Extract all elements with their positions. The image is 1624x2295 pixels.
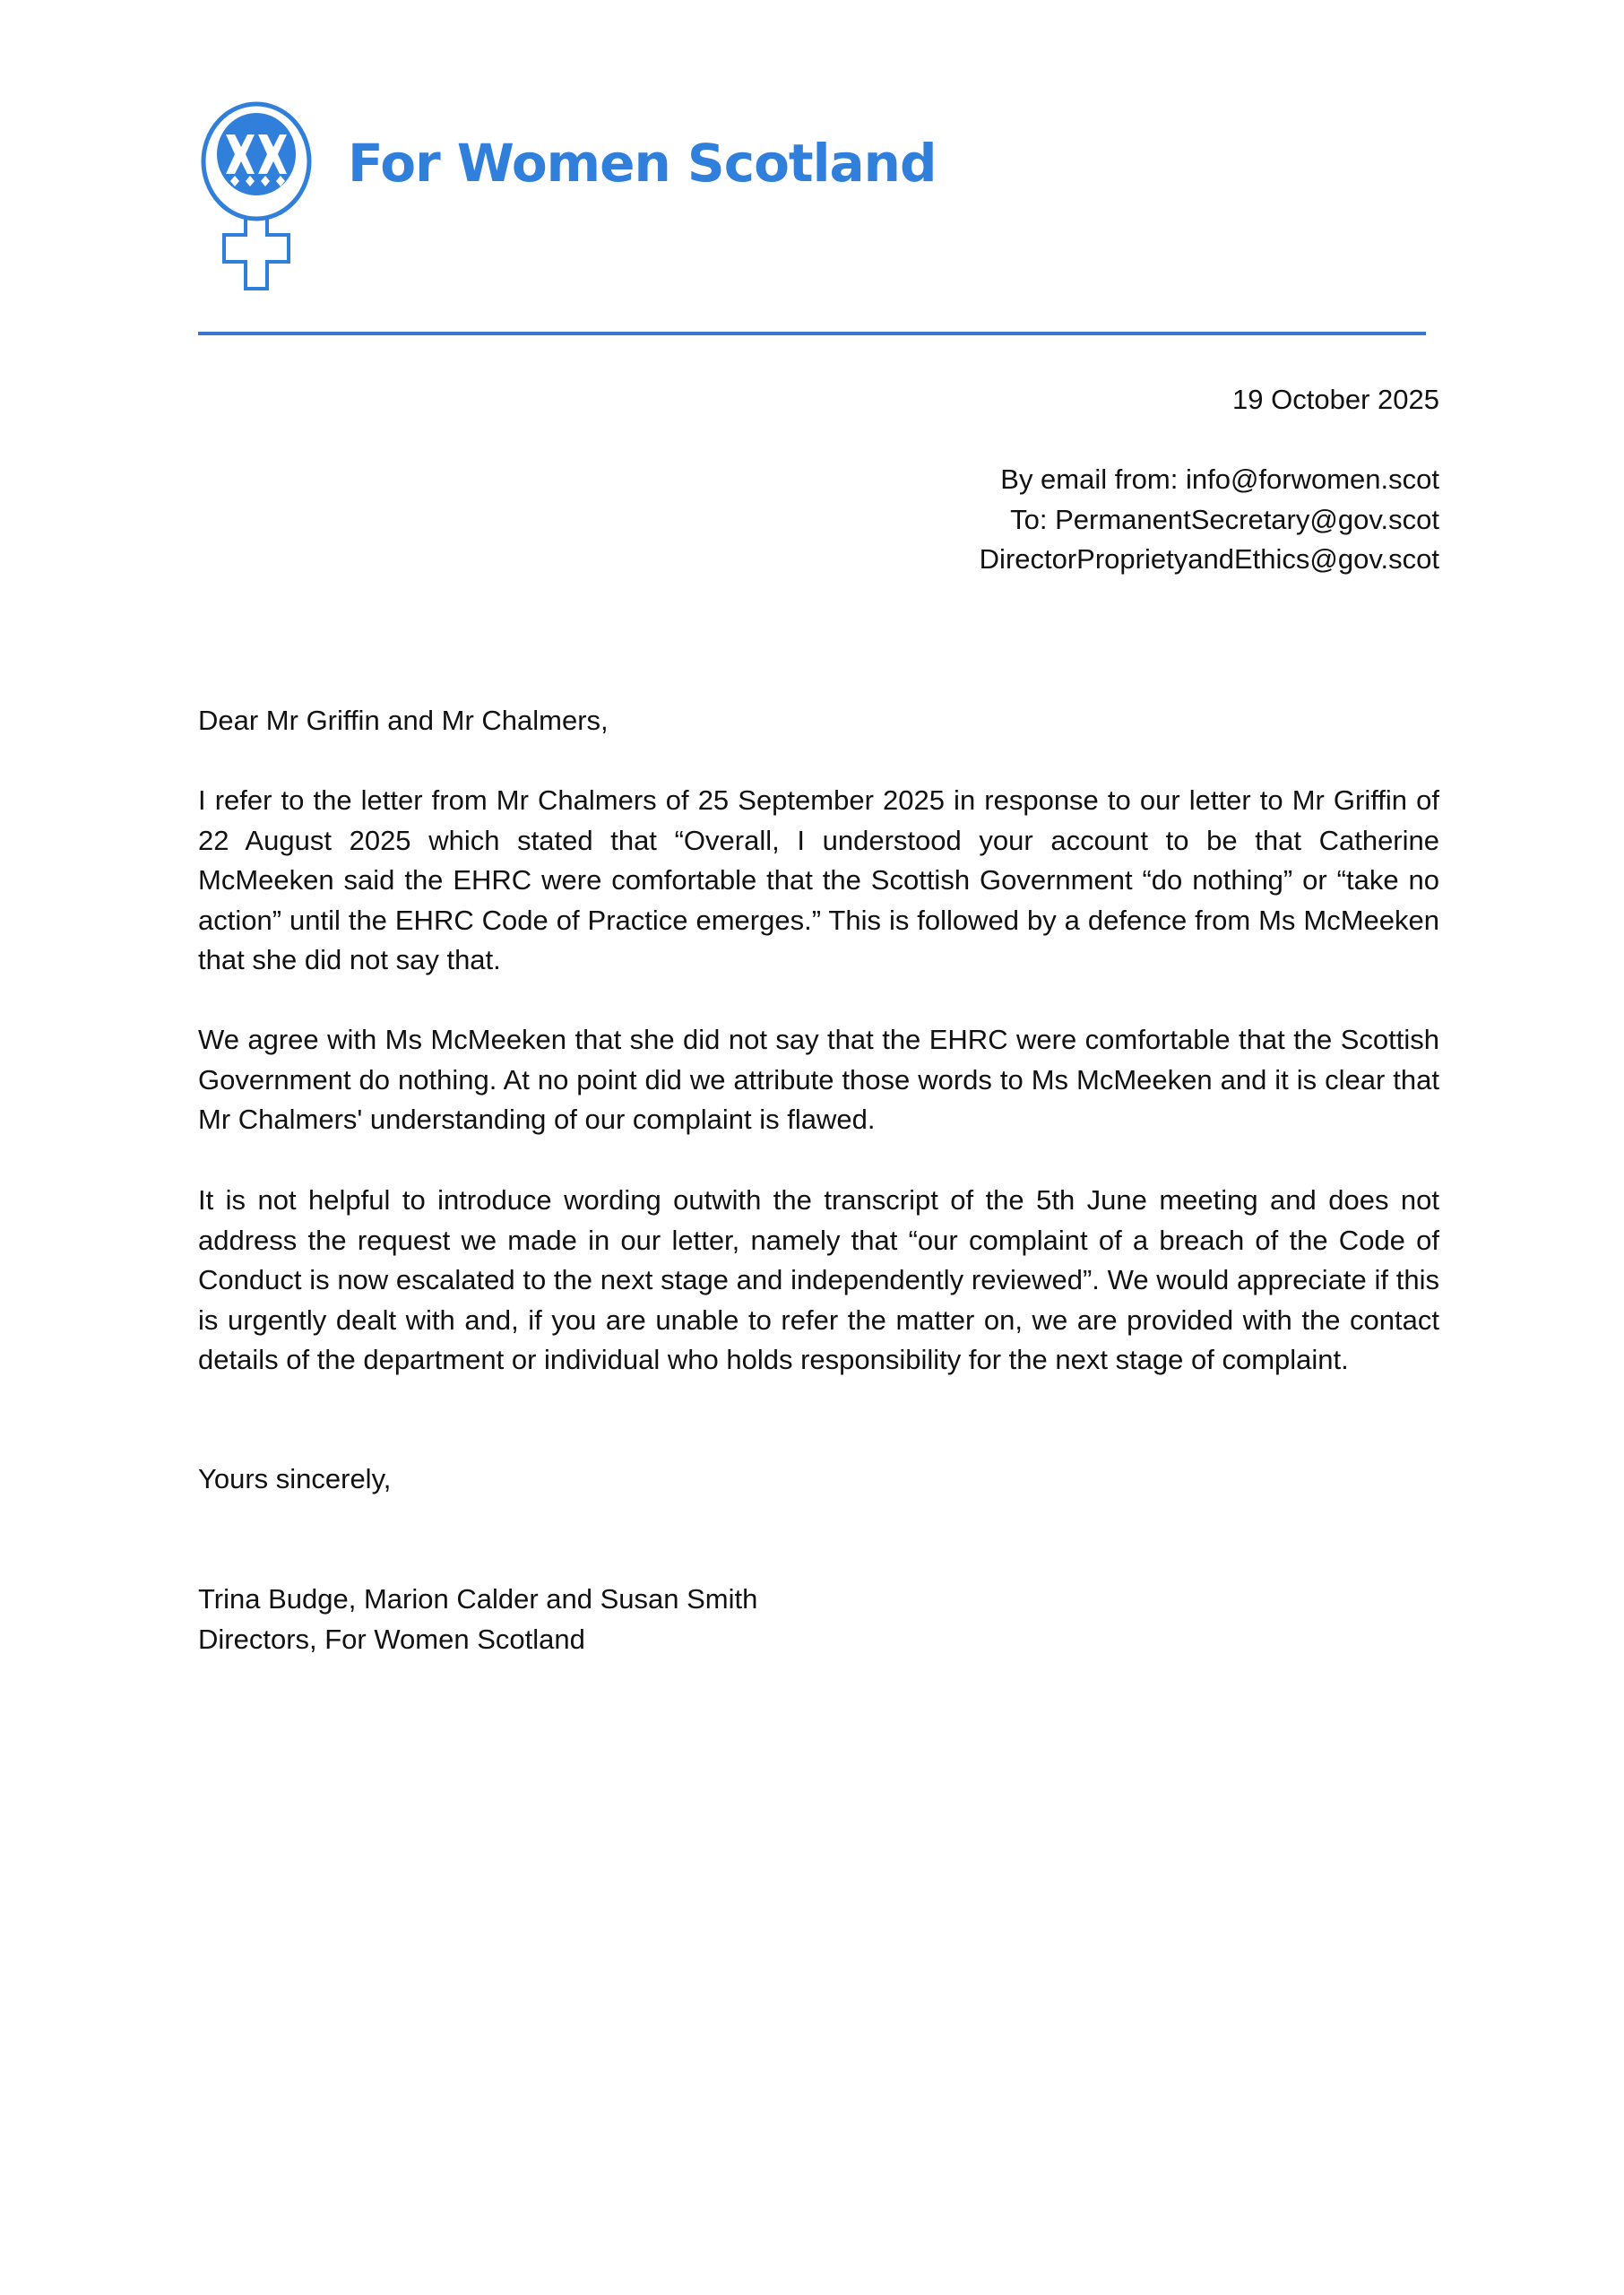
paragraph-2: We agree with Ms McMeeken that she did not say that the EHRC were comfortable that the Scottish Government do nothing. At no point did we attribute those words to Ms McMeeken and it is clear that Mr Chalmers' understanding of our complaint is flawed. <box>198 1024 1439 1136</box>
from-email: By email from: info@forwomen.scot <box>1000 463 1439 495</box>
closing: Yours sincerely, <box>198 1463 392 1494</box>
to-email: To: PermanentSecretary@gov.scot <box>1010 503 1439 535</box>
letter-date: 19 October 2025 <box>1232 384 1439 415</box>
recipient-block <box>980 460 1439 580</box>
header-divider <box>198 332 1426 335</box>
organization-name: For Women Scotland <box>348 133 937 194</box>
paragraph-1: I refer to the letter from Mr Chalmers of 25 September 2025 in response to our letter to Mr Griffin of 22 August 2025 which stated that “Overall, I understood your account to be that Catherine McMeeken said the EHRC were comfortable that the Scottish Government “do nothing” or “take no action” until the EHRC Code of Practice emerges.” This is followed by a defence from Ms McMeeken that she did not say that. <box>198 784 1439 976</box>
cc-email: DirectorProprietyandEthics@gov.scot <box>979 543 1439 575</box>
signatories: Trina Budge, Marion Calder and Susan Smith <box>198 1583 758 1615</box>
signatory-title: Directors, For Women Scotland <box>198 1623 585 1655</box>
paragraph-3: It is not helpful to introduce wording outwith the transcript of the 5th June meeting and does not address the request we made in our letter, namely that “our complaint of a breach of the Code of Conduct is now escalated to the next stage and independently reviewed”. We would appreciate if this is urgently dealt with and, if you are unable to refer the matter on, we are provided with the contact details of the department or individual who holds responsibility for the next stage of complaint. <box>198 1184 1439 1376</box>
signature-block <box>198 1580 1439 1659</box>
salutation: Dear Mr Griffin and Mr Chalmers, <box>198 705 609 736</box>
venus-xx-icon <box>199 100 314 292</box>
